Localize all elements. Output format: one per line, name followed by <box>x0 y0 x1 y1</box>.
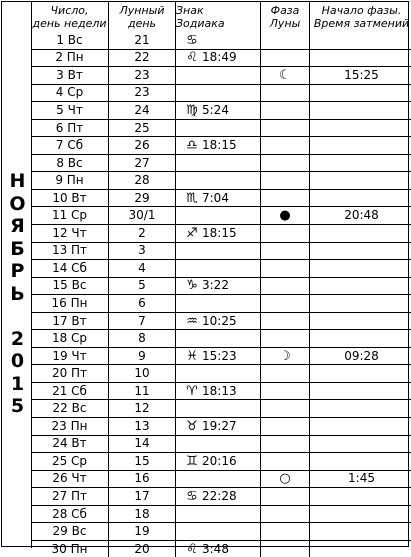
zodiac-sign-icon: ♈ <box>182 384 202 399</box>
phase-start-cell <box>310 189 411 207</box>
zodiac-cell <box>176 172 261 190</box>
lunar-day-cell: 22 <box>109 49 176 67</box>
zodiac-cell <box>176 400 261 418</box>
table-row <box>31 400 411 418</box>
lunar-day-cell: 30/1 <box>109 207 176 225</box>
moon-phase-cell <box>261 470 310 488</box>
zodiac-cell <box>176 32 261 49</box>
zodiac-cell <box>176 295 261 313</box>
vertical-title-char: 1 <box>3 373 32 395</box>
vertical-month-title <box>3 2 32 548</box>
table-row <box>31 32 411 49</box>
date-cell: 28 Сб <box>31 505 109 523</box>
phase-start-cell: 1:45 <box>310 470 411 488</box>
date-cell: 12 Чт <box>31 225 109 243</box>
date-cell: 29 Вс <box>31 523 109 541</box>
calendar-frame <box>1 1 409 547</box>
phase-start-cell <box>310 242 411 260</box>
date-cell: 26 Чт <box>31 470 109 488</box>
moon-phase-cell <box>261 242 310 260</box>
moon-phase-cell <box>261 382 310 400</box>
lunar-day-cell: 17 <box>109 488 176 506</box>
table-row <box>31 435 411 453</box>
date-cell: 30 Пн <box>31 540 109 557</box>
lunar-day-cell: 9 <box>109 347 176 365</box>
zodiac-sign-icon: ♑ <box>182 278 202 293</box>
zodiac-cell <box>176 277 261 295</box>
lunar-day-cell: 14 <box>109 435 176 453</box>
date-cell: 8 Вс <box>31 154 109 172</box>
date-cell: 19 Чт <box>31 347 109 365</box>
zodiac-cell <box>176 225 261 243</box>
zodiac-cell <box>176 453 261 471</box>
table-row <box>31 330 411 348</box>
date-cell: 23 Пн <box>31 418 109 436</box>
zodiac-time: 3:22 <box>202 278 229 292</box>
date-cell: 2 Пн <box>31 49 109 67</box>
zodiac-sign-icon: ♌ <box>182 542 202 557</box>
date-cell: 22 Вс <box>31 400 109 418</box>
lunar-day-cell: 7 <box>109 312 176 330</box>
moon-phase-cell <box>261 119 310 137</box>
vertical-title-char: Б <box>3 238 32 260</box>
header-lunar-day: Лунный день <box>109 2 176 32</box>
zodiac-cell <box>176 488 261 506</box>
date-cell: 15 Вс <box>31 277 109 295</box>
zodiac-time: 18:13 <box>202 384 237 398</box>
zodiac-cell <box>176 154 261 172</box>
lunar-day-cell: 26 <box>109 137 176 155</box>
date-cell: 17 Вт <box>31 312 109 330</box>
table-row <box>31 470 411 488</box>
zodiac-cell <box>176 119 261 137</box>
moon-phase-cell <box>261 347 310 365</box>
moon-phase-cell <box>261 488 310 506</box>
header-moon-phase: Фаза Луны <box>261 2 310 32</box>
lunar-day-cell: 19 <box>109 523 176 541</box>
date-cell: 13 Пт <box>31 242 109 260</box>
moon-phase-cell <box>261 523 310 541</box>
phase-start-cell: 20:48 <box>310 207 411 225</box>
date-cell: 18 Ср <box>31 330 109 348</box>
date-cell: 14 Сб <box>31 260 109 278</box>
lunar-day-cell: 5 <box>109 277 176 295</box>
phase-start-cell <box>310 32 411 49</box>
date-cell: 3 Вт <box>31 67 109 85</box>
phase-start-cell <box>310 435 411 453</box>
moon-phase-cell <box>261 295 310 313</box>
moon-phase-cell <box>261 207 310 225</box>
moon-phase-cell <box>261 260 310 278</box>
table-row <box>31 523 411 541</box>
zodiac-sign-icon: ♍ <box>182 103 202 118</box>
table-row <box>31 242 411 260</box>
table-row <box>31 382 411 400</box>
lunar-day-cell: 18 <box>109 505 176 523</box>
zodiac-cell <box>176 137 261 155</box>
table-row <box>31 84 411 102</box>
date-cell: 25 Ср <box>31 453 109 471</box>
zodiac-cell <box>176 418 261 436</box>
phase-start-cell <box>310 312 411 330</box>
phase-start-cell <box>310 418 411 436</box>
zodiac-sign-icon: ♎ <box>182 138 202 153</box>
phase-start-cell <box>310 277 411 295</box>
moon-phase-icon: ☾ <box>279 68 291 83</box>
zodiac-cell <box>176 435 261 453</box>
table-row <box>31 102 411 120</box>
zodiac-cell <box>176 102 261 120</box>
lunar-day-cell: 21 <box>109 32 176 49</box>
vertical-title-char: 0 <box>3 350 32 372</box>
phase-start-cell <box>310 365 411 383</box>
zodiac-cell <box>176 365 261 383</box>
zodiac-sign-icon: ♌ <box>182 50 202 65</box>
zodiac-cell <box>176 67 261 85</box>
zodiac-sign-icon: ♉ <box>182 419 202 434</box>
moon-phase-cell <box>261 154 310 172</box>
moon-phase-cell <box>261 400 310 418</box>
phase-start-cell <box>310 400 411 418</box>
header-zodiac: Знак Зодиака <box>176 2 261 32</box>
vertical-title-char: 2 <box>3 328 32 350</box>
lunar-day-cell: 12 <box>109 400 176 418</box>
lunar-day-cell: 3 <box>109 242 176 260</box>
lunar-calendar-table <box>31 2 411 557</box>
date-cell: 11 Ср <box>31 207 109 225</box>
zodiac-cell <box>176 189 261 207</box>
lunar-day-cell: 23 <box>109 67 176 85</box>
date-cell: 10 Вт <box>31 189 109 207</box>
lunar-day-cell: 20 <box>109 540 176 557</box>
phase-start-cell <box>310 154 411 172</box>
zodiac-cell <box>176 523 261 541</box>
zodiac-sign-icon: ♋ <box>182 33 202 48</box>
phase-start-cell: 09:28 <box>310 347 411 365</box>
phase-start-cell <box>310 523 411 541</box>
moon-phase-cell <box>261 32 310 49</box>
table-row <box>31 418 411 436</box>
lunar-day-cell: 2 <box>109 225 176 243</box>
lunar-day-cell: 8 <box>109 330 176 348</box>
zodiac-sign-icon: ♐ <box>182 226 202 241</box>
header-phase-start: Начало фазы. Время затмений <box>310 2 411 32</box>
table-row <box>31 172 411 190</box>
phase-start-cell <box>310 295 411 313</box>
lunar-day-cell: 24 <box>109 102 176 120</box>
moon-phase-cell <box>261 137 310 155</box>
phase-start-cell <box>310 119 411 137</box>
zodiac-cell <box>176 312 261 330</box>
date-cell: 16 Пн <box>31 295 109 313</box>
table-row <box>31 277 411 295</box>
vertical-title-char: 5 <box>3 395 32 417</box>
table-row <box>31 119 411 137</box>
zodiac-time: 22:28 <box>202 489 237 503</box>
table-row <box>31 189 411 207</box>
zodiac-cell <box>176 260 261 278</box>
lunar-day-cell: 13 <box>109 418 176 436</box>
table-row <box>31 312 411 330</box>
date-cell: 27 Пт <box>31 488 109 506</box>
zodiac-sign-icon: ♊ <box>182 454 202 469</box>
zodiac-time: 15:23 <box>202 349 237 363</box>
zodiac-sign-icon: ♒ <box>182 314 202 329</box>
date-cell: 5 Чт <box>31 102 109 120</box>
zodiac-time: 10:25 <box>202 314 237 328</box>
lunar-day-cell: 25 <box>109 119 176 137</box>
date-cell: 7 Сб <box>31 137 109 155</box>
phase-start-cell <box>310 260 411 278</box>
table-row <box>31 453 411 471</box>
phase-start-cell <box>310 382 411 400</box>
lunar-day-cell: 10 <box>109 365 176 383</box>
phase-start-cell <box>310 102 411 120</box>
zodiac-time: 3:48 <box>202 542 229 556</box>
table-row <box>31 260 411 278</box>
zodiac-cell <box>176 382 261 400</box>
phase-start-cell <box>310 137 411 155</box>
date-cell: 6 Пт <box>31 119 109 137</box>
table-row <box>31 365 411 383</box>
lunar-day-cell: 15 <box>109 453 176 471</box>
zodiac-cell <box>176 505 261 523</box>
table-row <box>31 154 411 172</box>
table-row <box>31 295 411 313</box>
lunar-day-cell: 23 <box>109 84 176 102</box>
phase-start-cell <box>310 330 411 348</box>
lunar-day-cell: 6 <box>109 295 176 313</box>
phase-start-cell <box>310 505 411 523</box>
date-cell: 9 Пн <box>31 172 109 190</box>
moon-phase-icon: ○ <box>279 471 290 486</box>
moon-phase-cell <box>261 67 310 85</box>
date-cell: 24 Вт <box>31 435 109 453</box>
moon-phase-cell <box>261 312 310 330</box>
date-cell: 1 Вс <box>31 32 109 49</box>
lunar-day-cell: 28 <box>109 172 176 190</box>
phase-start-cell <box>310 172 411 190</box>
moon-phase-cell <box>261 453 310 471</box>
table-row <box>31 505 411 523</box>
zodiac-time: 7:04 <box>202 191 229 205</box>
zodiac-time: 18:15 <box>202 138 237 152</box>
zodiac-time: 18:49 <box>202 50 237 64</box>
moon-phase-icon: ● <box>279 208 290 223</box>
table-row <box>31 49 411 67</box>
zodiac-cell <box>176 84 261 102</box>
phase-start-cell <box>310 49 411 67</box>
phase-start-cell <box>310 84 411 102</box>
zodiac-cell <box>176 470 261 488</box>
zodiac-time: 20:16 <box>202 454 237 468</box>
zodiac-time: 18:15 <box>202 226 237 240</box>
zodiac-sign-icon: ♋ <box>182 489 202 504</box>
zodiac-time: 5:24 <box>202 103 229 117</box>
phase-start-cell <box>310 453 411 471</box>
moon-phase-cell <box>261 418 310 436</box>
lunar-day-cell: 27 <box>109 154 176 172</box>
moon-phase-cell <box>261 505 310 523</box>
moon-phase-cell <box>261 277 310 295</box>
zodiac-time: 19:27 <box>202 419 237 433</box>
table-row <box>31 488 411 506</box>
date-cell: 4 Ср <box>31 84 109 102</box>
zodiac-cell <box>176 207 261 225</box>
date-cell: 21 Сб <box>31 382 109 400</box>
zodiac-sign-icon: ♓ <box>182 349 202 364</box>
table-row <box>31 207 411 225</box>
phase-start-cell: 15:25 <box>310 67 411 85</box>
phase-start-cell <box>310 225 411 243</box>
moon-phase-cell <box>261 225 310 243</box>
moon-phase-cell <box>261 49 310 67</box>
vertical-title-char: Н <box>3 170 32 192</box>
header-date: Число, день недели <box>31 2 109 32</box>
moon-phase-cell <box>261 84 310 102</box>
zodiac-cell <box>176 242 261 260</box>
zodiac-cell <box>176 347 261 365</box>
header-row <box>31 2 411 32</box>
lunar-day-cell: 4 <box>109 260 176 278</box>
lunar-day-cell: 29 <box>109 189 176 207</box>
table-row <box>31 67 411 85</box>
moon-phase-cell <box>261 330 310 348</box>
moon-phase-cell <box>261 189 310 207</box>
moon-phase-icon: ☽ <box>279 349 291 364</box>
date-cell: 20 Пт <box>31 365 109 383</box>
moon-phase-cell <box>261 172 310 190</box>
phase-start-cell <box>310 488 411 506</box>
vertical-title-char: О <box>3 193 32 215</box>
moon-phase-cell <box>261 435 310 453</box>
lunar-day-cell: 16 <box>109 470 176 488</box>
table-row <box>31 225 411 243</box>
zodiac-cell <box>176 49 261 67</box>
moon-phase-cell <box>261 102 310 120</box>
table-row <box>31 347 411 365</box>
zodiac-sign-icon: ♏ <box>182 191 202 206</box>
table-row <box>31 137 411 155</box>
lunar-day-cell: 11 <box>109 382 176 400</box>
vertical-title-char: Ь <box>3 283 32 305</box>
moon-phase-cell <box>261 365 310 383</box>
zodiac-cell <box>176 330 261 348</box>
vertical-title-char: Я <box>3 215 32 237</box>
vertical-title-char: Р <box>3 260 32 282</box>
